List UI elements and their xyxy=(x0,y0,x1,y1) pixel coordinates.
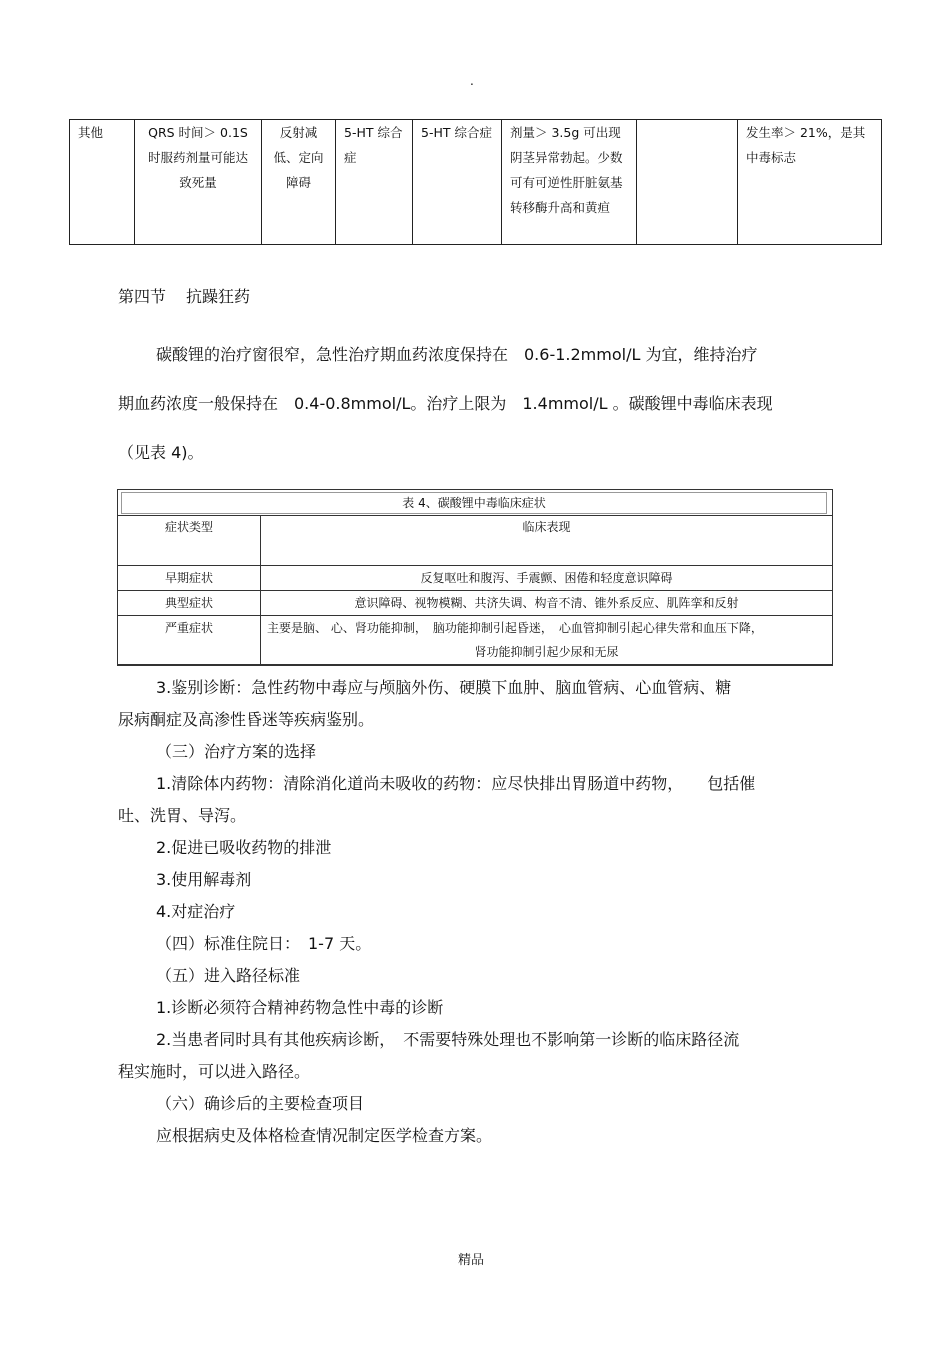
text-line: 1.清除体内药物：清除消化道尚未吸收的药物：应尽快排出胃肠道中药物， 包括催 xyxy=(156,774,756,793)
top-table xyxy=(69,119,882,245)
symptom-desc: 意识障碍、视物模糊、共济失调、构音不清、锥外系反应、肌阵挛和反射 xyxy=(261,591,833,616)
table-cell xyxy=(637,120,738,245)
text-line: （三）治疗方案的选择 xyxy=(156,742,317,761)
page-footer: 精品 xyxy=(458,1253,485,1268)
table-header-row xyxy=(118,516,833,566)
text-line: 尿病酮症及高渗性昏迷等疾病鉴别。 xyxy=(118,710,375,729)
table4-caption: 表 4、碳酸锂中毒临床症状 xyxy=(121,492,827,514)
header-cell: 症状类型 xyxy=(118,516,261,566)
symptom-type: 严重症状 xyxy=(118,616,261,665)
page-dot: . xyxy=(470,74,474,88)
text-line: 程实施时，可以进入路径。 xyxy=(118,1062,311,1081)
table-cell: 反射减低、定向障碍 xyxy=(262,120,336,245)
desc-line: 主要是脑、 心、肾功能抑制， 脑功能抑制引起昏迷， 心血管抑制引起心律失常和血压下降， xyxy=(267,621,763,635)
table-row xyxy=(70,120,882,245)
symptom-desc: 反复呕吐和腹泻、手震颤、困倦和轻度意识障碍 xyxy=(261,566,833,591)
symptom-desc xyxy=(261,616,833,665)
text-line: 吐、洗胃、导泻。 xyxy=(118,806,247,825)
section-title: 抗躁狂药 xyxy=(186,287,251,306)
text-line: 3.鉴别诊断：急性药物中毒应与颅脑外伤、硬膜下血肿、脑血管病、心血管病、糖 xyxy=(156,678,732,697)
table-cell: 5-HT 综合症 xyxy=(336,120,413,245)
table-cell: QRS 时间＞ 0.1S 时服药剂量可能达致死量 xyxy=(135,120,262,245)
text-line: （四）标准住院日： 1-7 天。 xyxy=(156,934,372,953)
table-row xyxy=(118,566,833,591)
text-line: 应根据病史及体格检查情况制定医学检查方案。 xyxy=(156,1126,493,1145)
paragraph-line: 期血药浓度一般保持在 0.4-0.8mmol/L。治疗上限为 1.4mmol/L 。碳酸锂中毒临床表现 xyxy=(118,394,773,413)
section-number: 第四节 xyxy=(118,287,167,306)
section-heading xyxy=(118,284,250,307)
paragraph-line: （见表 4)。 xyxy=(118,443,204,462)
table-cell: 发生率＞ 21%，是其中毒标志 xyxy=(738,120,882,245)
body-text xyxy=(118,672,838,1152)
text-line: 4.对症治疗 xyxy=(156,902,236,921)
text-line: （五）进入路径标准 xyxy=(156,966,301,985)
header-cell: 临床表现 xyxy=(261,516,833,566)
text-line: 2.当患者同时具有其他疾病诊断， 不需要特殊处理也不影响第一诊断的临床路径流 xyxy=(156,1030,740,1049)
table4 xyxy=(117,515,833,665)
text-line: 2.促进已吸收药物的排泄 xyxy=(156,838,332,857)
symptom-type: 早期症状 xyxy=(118,566,261,591)
table-row xyxy=(118,591,833,616)
text-line: 3.使用解毒剂 xyxy=(156,870,252,889)
table-row xyxy=(118,616,833,665)
symptom-type: 典型症状 xyxy=(118,591,261,616)
desc-line: 肾功能抑制引起少尿和无尿 xyxy=(474,645,619,659)
table-cell: 5-HT 综合症 xyxy=(413,120,502,245)
text-line: （六）确诊后的主要检查项目 xyxy=(156,1094,365,1113)
lithium-paragraph xyxy=(118,330,838,477)
paragraph-line: 碳酸锂的治疗窗很窄，急性治疗期血药浓度保持在 0.6-1.2mmol/L 为宜，维持治疗 xyxy=(156,345,758,364)
text-line: 1.诊断必须符合精神药物急性中毒的诊断 xyxy=(156,998,444,1017)
table-cell: 其他 xyxy=(70,120,135,245)
table-cell: 剂量＞ 3.5g 可出现阴茎异常勃起。少数可有可逆性肝脏氨基转移酶升高和黄疸 xyxy=(502,120,637,245)
